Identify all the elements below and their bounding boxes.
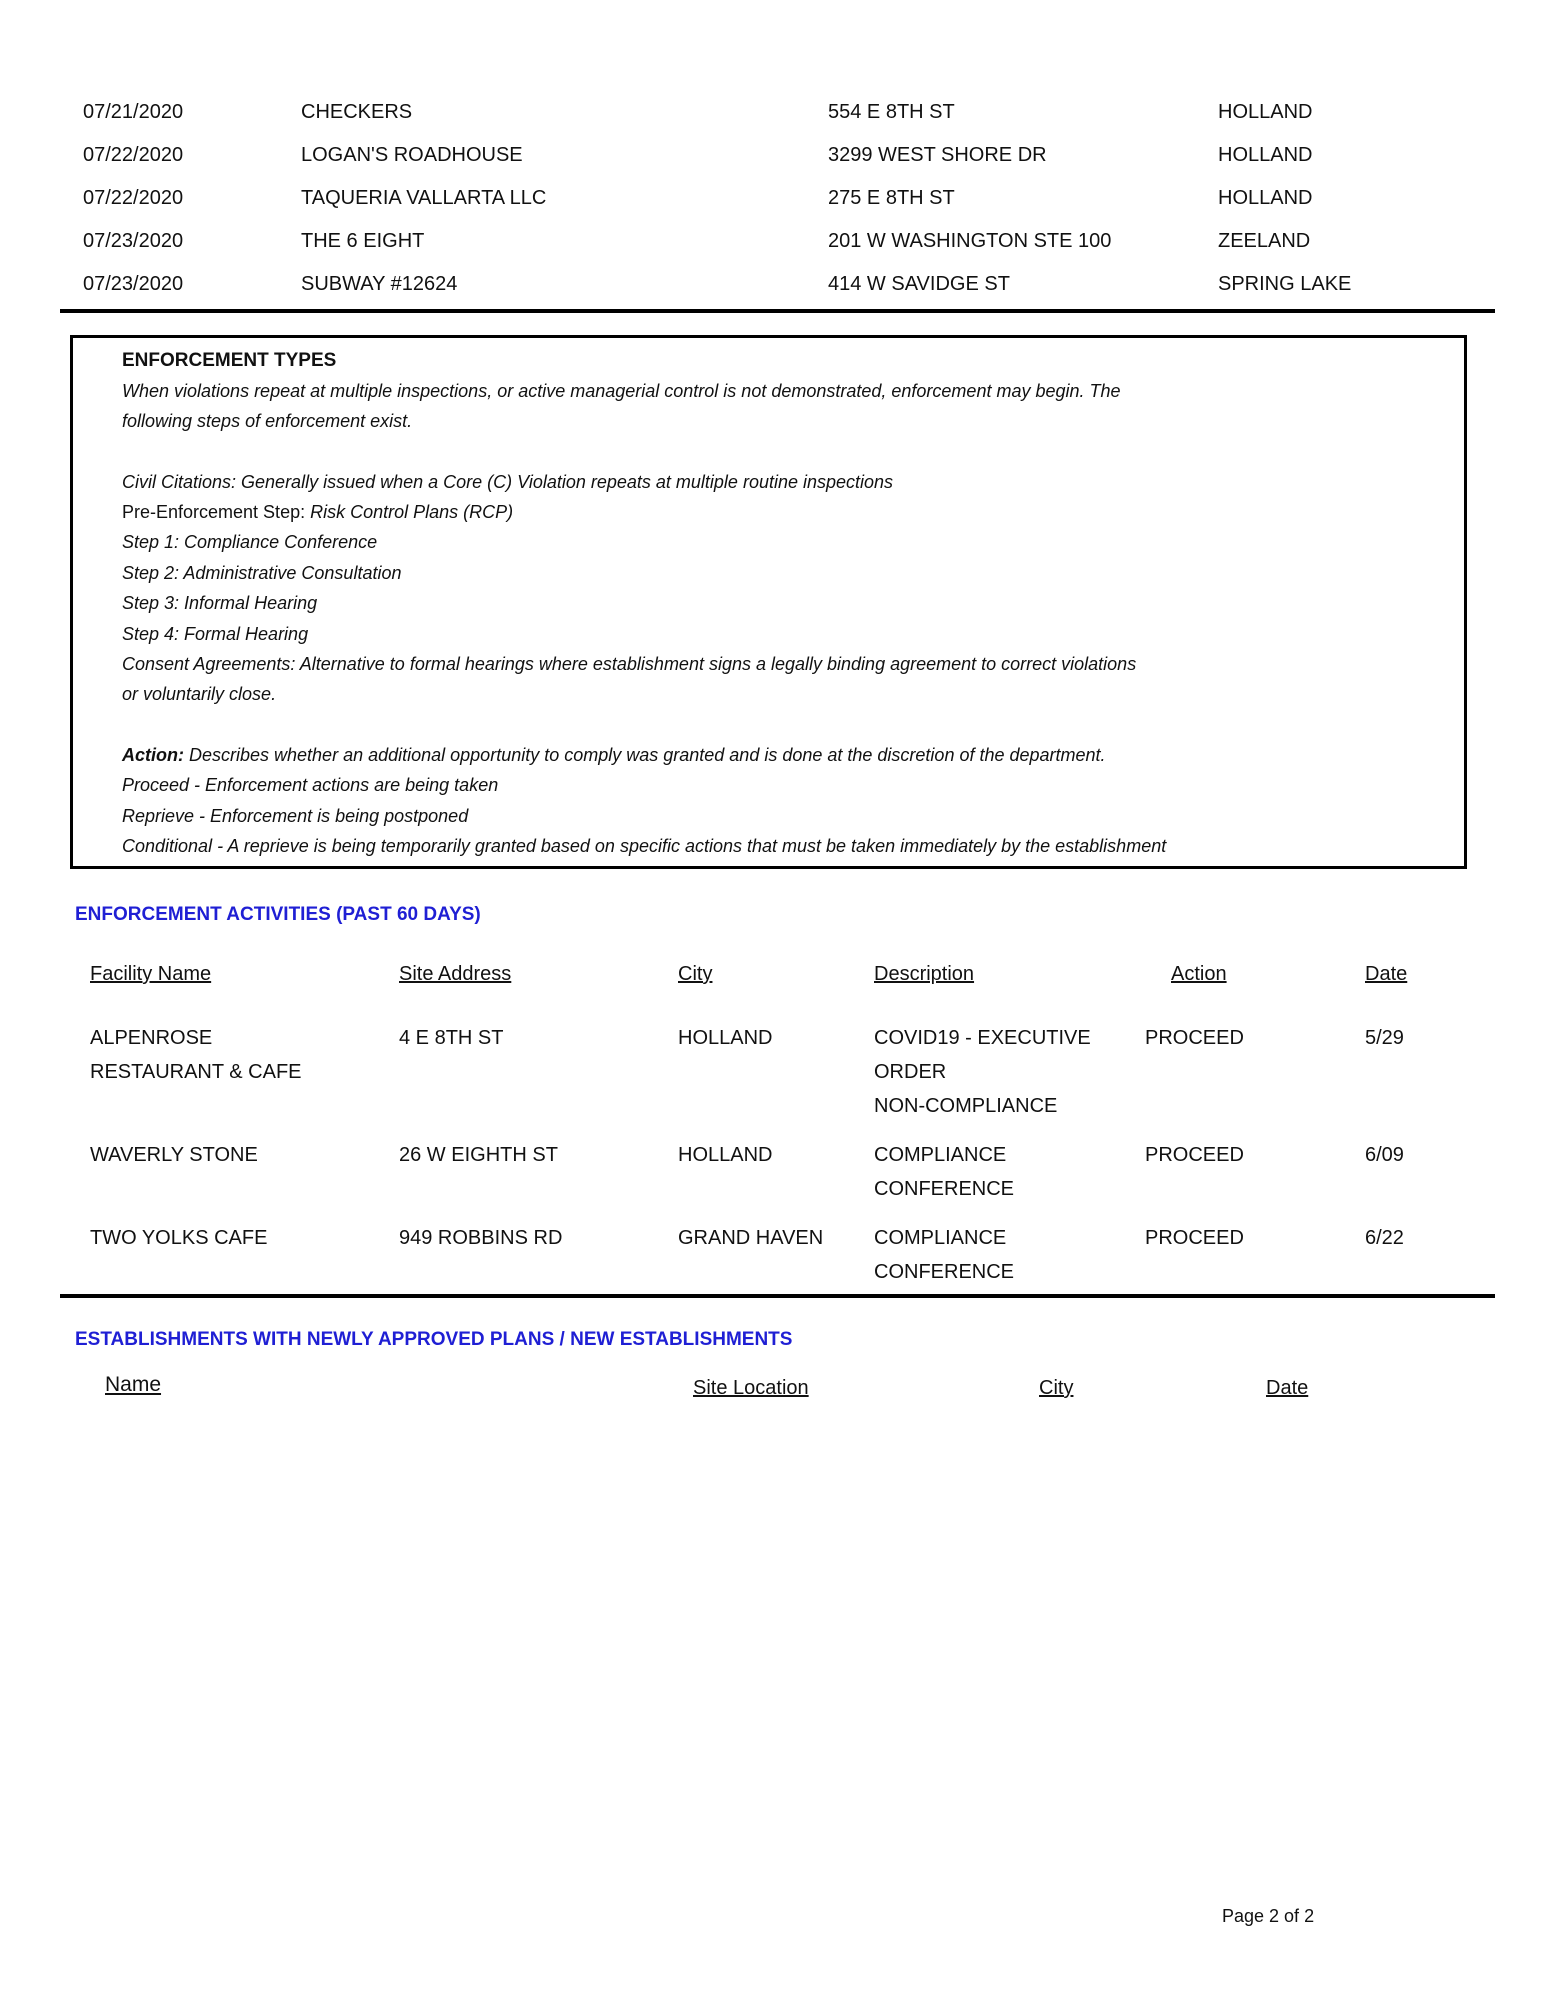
header-action: Action [1171, 963, 1227, 985]
city: GRAND HAVEN [678, 1227, 824, 1249]
enforcement-types-title: ENFORCEMENT TYPES [122, 350, 337, 371]
header-city: City [1039, 1377, 1074, 1399]
date: 6/22 [1365, 1227, 1404, 1249]
action-label: Action: [122, 745, 184, 765]
facility-name: TWO YOLKS CAFE [90, 1227, 268, 1249]
pre-enforcement-label: Pre-Enforcement Step: [122, 502, 311, 522]
section-divider [60, 1294, 1495, 1298]
description [874, 1138, 1014, 1206]
enforcement-types-box [70, 335, 1467, 869]
inspection-name: TAQUERIA VALLARTA LLC [301, 187, 547, 209]
consent-line-1: Consent Agreements: Alternative to formal hearings where establishment signs a legally binding agreement to correct violations [122, 654, 1137, 674]
pre-enforcement-value: Risk Control Plans (RCP) [310, 502, 514, 522]
header-facility-name: Facility Name [90, 963, 212, 985]
description-line: COVID19 - EXECUTIVE [874, 1027, 1091, 1049]
header-city: City [678, 963, 713, 985]
header-description: Description [874, 963, 975, 985]
enforcement-activities-title: ENFORCEMENT ACTIVITIES (PAST 60 DAYS) [75, 904, 481, 925]
inspection-city: SPRING LAKE [1218, 273, 1352, 295]
inspection-date: 07/21/2020 [83, 101, 184, 123]
reprieve-definition: Reprieve - Enforcement is being postponed [122, 806, 469, 826]
conditional-definition: Conditional - A reprieve is being temporarily granted based on specific actions that must be taken immediately by the establishment [122, 836, 1167, 856]
date: 5/29 [1365, 1027, 1404, 1049]
facility-name-line: ALPENROSE [90, 1027, 213, 1049]
inspection-name: CHECKERS [301, 101, 413, 123]
description-line: ORDER [874, 1061, 947, 1083]
header-date: Date [1266, 1377, 1309, 1399]
header-date: Date [1365, 963, 1408, 985]
header-site-address: Site Address [399, 963, 512, 985]
inspection-city: HOLLAND [1218, 144, 1313, 166]
action-definition [122, 745, 1106, 766]
city: HOLLAND [678, 1027, 773, 1049]
page-number: Page 2 of 2 [1222, 1906, 1315, 1926]
facility-name: WAVERLY STONE [90, 1144, 258, 1166]
description [874, 1021, 1091, 1123]
step-2: Step 2: Administrative Consultation [122, 563, 402, 583]
inspection-date: 07/22/2020 [83, 144, 184, 166]
header-name: Name [105, 1373, 162, 1396]
action: PROCEED [1145, 1027, 1244, 1049]
city: HOLLAND [678, 1144, 773, 1166]
site-address: 949 ROBBINS RD [399, 1227, 563, 1249]
inspection-address: 275 E 8TH ST [828, 187, 955, 209]
facility-name [90, 1021, 302, 1089]
new-establishments-title: ESTABLISHMENTS WITH NEWLY APPROVED PLANS / NEW ESTABLISHMENTS [75, 1329, 793, 1350]
step-3: Step 3: Informal Hearing [122, 593, 318, 613]
action: PROCEED [1145, 1227, 1244, 1249]
section-divider [60, 309, 1495, 313]
step-1: Step 1: Compliance Conference [122, 532, 378, 552]
intro-line-1: When violations repeat at multiple inspections, or active managerial control is not demonstrated, enforcement may begin. The [122, 381, 1121, 401]
inspection-address: 201 W WASHINGTON STE 100 [828, 230, 1112, 252]
inspection-address: 3299 WEST SHORE DR [828, 144, 1047, 166]
description-line: CONFERENCE [874, 1178, 1015, 1200]
description-line: CONFERENCE [874, 1261, 1015, 1283]
inspection-date: 07/23/2020 [83, 230, 184, 252]
inspection-row [0, 230, 1545, 273]
intro-line-2: following steps of enforcement exist. [122, 411, 413, 431]
inspection-city: HOLLAND [1218, 101, 1313, 123]
inspection-date: 07/22/2020 [83, 187, 184, 209]
inspection-name: THE 6 EIGHT [301, 230, 425, 252]
inspection-address: 554 E 8TH ST [828, 101, 955, 123]
inspection-name: SUBWAY #12624 [301, 273, 458, 295]
description [874, 1221, 1014, 1289]
date: 6/09 [1365, 1144, 1404, 1166]
description-line: COMPLIANCE [874, 1144, 1007, 1166]
consent-line-2: or voluntarily close. [122, 684, 277, 704]
inspection-address: 414 W SAVIDGE ST [828, 273, 1010, 295]
inspection-name: LOGAN'S ROADHOUSE [301, 144, 523, 166]
inspection-row [0, 144, 1545, 187]
inspection-city: ZEELAND [1218, 230, 1311, 252]
site-address: 4 E 8TH ST [399, 1027, 504, 1049]
step-4: Step 4: Formal Hearing [122, 624, 309, 644]
description-line: COMPLIANCE [874, 1227, 1007, 1249]
inspection-row [0, 187, 1545, 230]
inspection-city: HOLLAND [1218, 187, 1313, 209]
inspection-row [0, 101, 1545, 144]
inspection-date: 07/23/2020 [83, 273, 184, 295]
facility-name-line: RESTAURANT & CAFE [90, 1061, 302, 1083]
proceed-definition: Proceed - Enforcement actions are being taken [122, 775, 499, 795]
pre-enforcement-step [122, 502, 513, 523]
header-site-location: Site Location [693, 1377, 809, 1399]
action: PROCEED [1145, 1144, 1244, 1166]
site-address: 26 W EIGHTH ST [399, 1144, 558, 1166]
civil-citations: Civil Citations: Generally issued when a Core (C) Violation repeats at multiple routine inspections [122, 472, 894, 492]
description-line: NON-COMPLIANCE [874, 1095, 1058, 1117]
action-text: Describes whether an additional opportunity to comply was granted and is done at the discretion of the department. [184, 745, 1106, 765]
